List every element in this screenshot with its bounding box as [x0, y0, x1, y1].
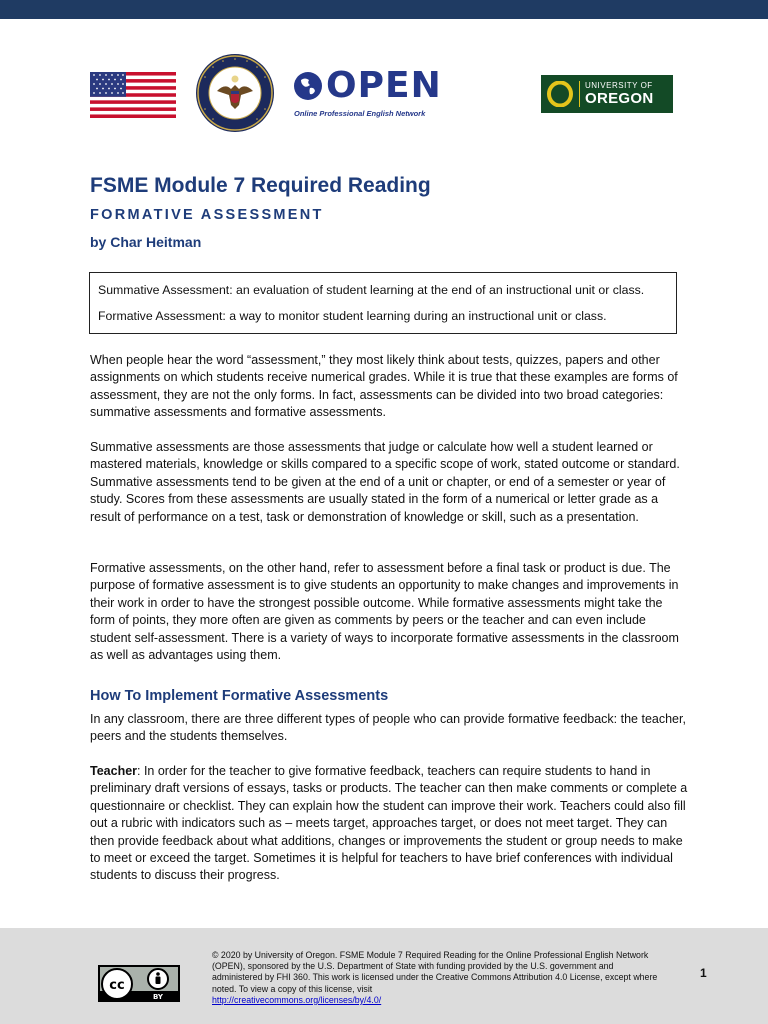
definitions-box: [89, 272, 677, 334]
open-logo: [292, 65, 442, 124]
document-author: by Char Heitman: [90, 234, 202, 250]
uo-logo-line2: OREGON: [585, 90, 654, 107]
teacher-text: : In order for the teacher to give formative feedback, teachers can require students to hand in preliminary draft versions of essays, tasks or products. The teacher can then make comments or complete a questionnaire or checklist. They can explain how the student can improve their work. Teachers could also fill out a rubric with indicators such as – meets target, approaches target, or does not meet target. They can then provide feedback about what additions, changes or improvements the student or group needs to make to meet or exceed the target. Sometimes it is helpful for teachers to have brief conferences with individual students to discuss their progress.: [90, 764, 688, 883]
open-logo-word: OPEN: [326, 65, 442, 106]
document-title: FSME Module 7 Required Reading: [90, 174, 431, 197]
license-link[interactable]: http://creativecommons.org/licenses/by/4.0/: [212, 994, 382, 1005]
svg-text:cc: cc: [109, 978, 125, 993]
open-logo-tagline: Online Professional English Network: [294, 109, 426, 118]
paragraph-formative: Formative assessments, on the other hand, refer to assessment before a final task or product is due. The purpose of formative assessment is to give students an opportunity to make changes and improvements in their work in order to have the strongest possible outcome. While formative assessments might take the form of points, they more often are given as comments by peers or the teacher and can even include student self-assessment. There is a variety of ways to incorporate formative assessments in the classroom as well as advantages using them.: [90, 561, 679, 663]
uo-logo-line1: UNIVERSITY OF: [585, 81, 653, 90]
teacher-label: Teacher: [90, 764, 138, 778]
page-number: 1: [700, 966, 707, 980]
logo-divider: [579, 81, 580, 107]
paragraph-teacher: [90, 763, 690, 885]
definition-formative: Formative Assessment: a way to monitor student learning during an instructional unit or class.: [98, 309, 607, 323]
university-of-oregon-logo: [541, 75, 673, 113]
globe-icon: [292, 70, 324, 102]
creative-commons-by-icon: [98, 965, 180, 1002]
paragraph-section-intro: In any classroom, there are three different types of people who can provide formative feedback: the teacher, peers and the students themselves.: [90, 712, 686, 744]
footer-license-text: [212, 950, 662, 1006]
us-flag-logo: [90, 72, 176, 118]
top-bar: [0, 0, 768, 19]
footer-copyright: © 2020 by University of Oregon. FSME Module 7 Required Reading for the Online Professional English Network (OPEN), sponsored by the U.S. Department of State with funding provided by the U.S. government and administered by FHI 360. This work is licensed under the Creative Commons Attribution 4.0 License, except where noted. To view a copy of this license, visit: [212, 950, 658, 994]
paragraph-summative: Summative assessments are those assessments that judge or calculate how well a student learned or mastered materials, knowledge or skills compared to a specific scope of work, stated outcome or standard. Summative assessments tend to be given at the end of a unit or chapter, or end of a semester or year of study. Scores from these assessments are usually stated in the form of a numerical or letter grade as a result of performance on a test, task or demonstration of knowledge or skill, such as a presentation.: [90, 440, 680, 524]
state-department-seal-logo: [195, 53, 275, 133]
cc-badge-text: BY: [152, 993, 164, 1001]
document-subtitle: FORMATIVE ASSESSMENT: [90, 207, 324, 223]
paragraph-intro: When people hear the word “assessment,” they most likely think about tests, quizzes, papers and other assignments on which students receive numerical grades. While it is true that these examples are forms of assessment, they are not the only forms. In fact, assessments can be divided into two broad categories: summative assessments and formative assessments.: [90, 353, 678, 420]
section-heading: How To Implement Formative Assessments: [90, 688, 389, 704]
definition-summative: Summative Assessment: an evaluation of student learning at the end of an instructional unit or class.: [98, 283, 645, 297]
oregon-o-icon: [541, 75, 579, 113]
